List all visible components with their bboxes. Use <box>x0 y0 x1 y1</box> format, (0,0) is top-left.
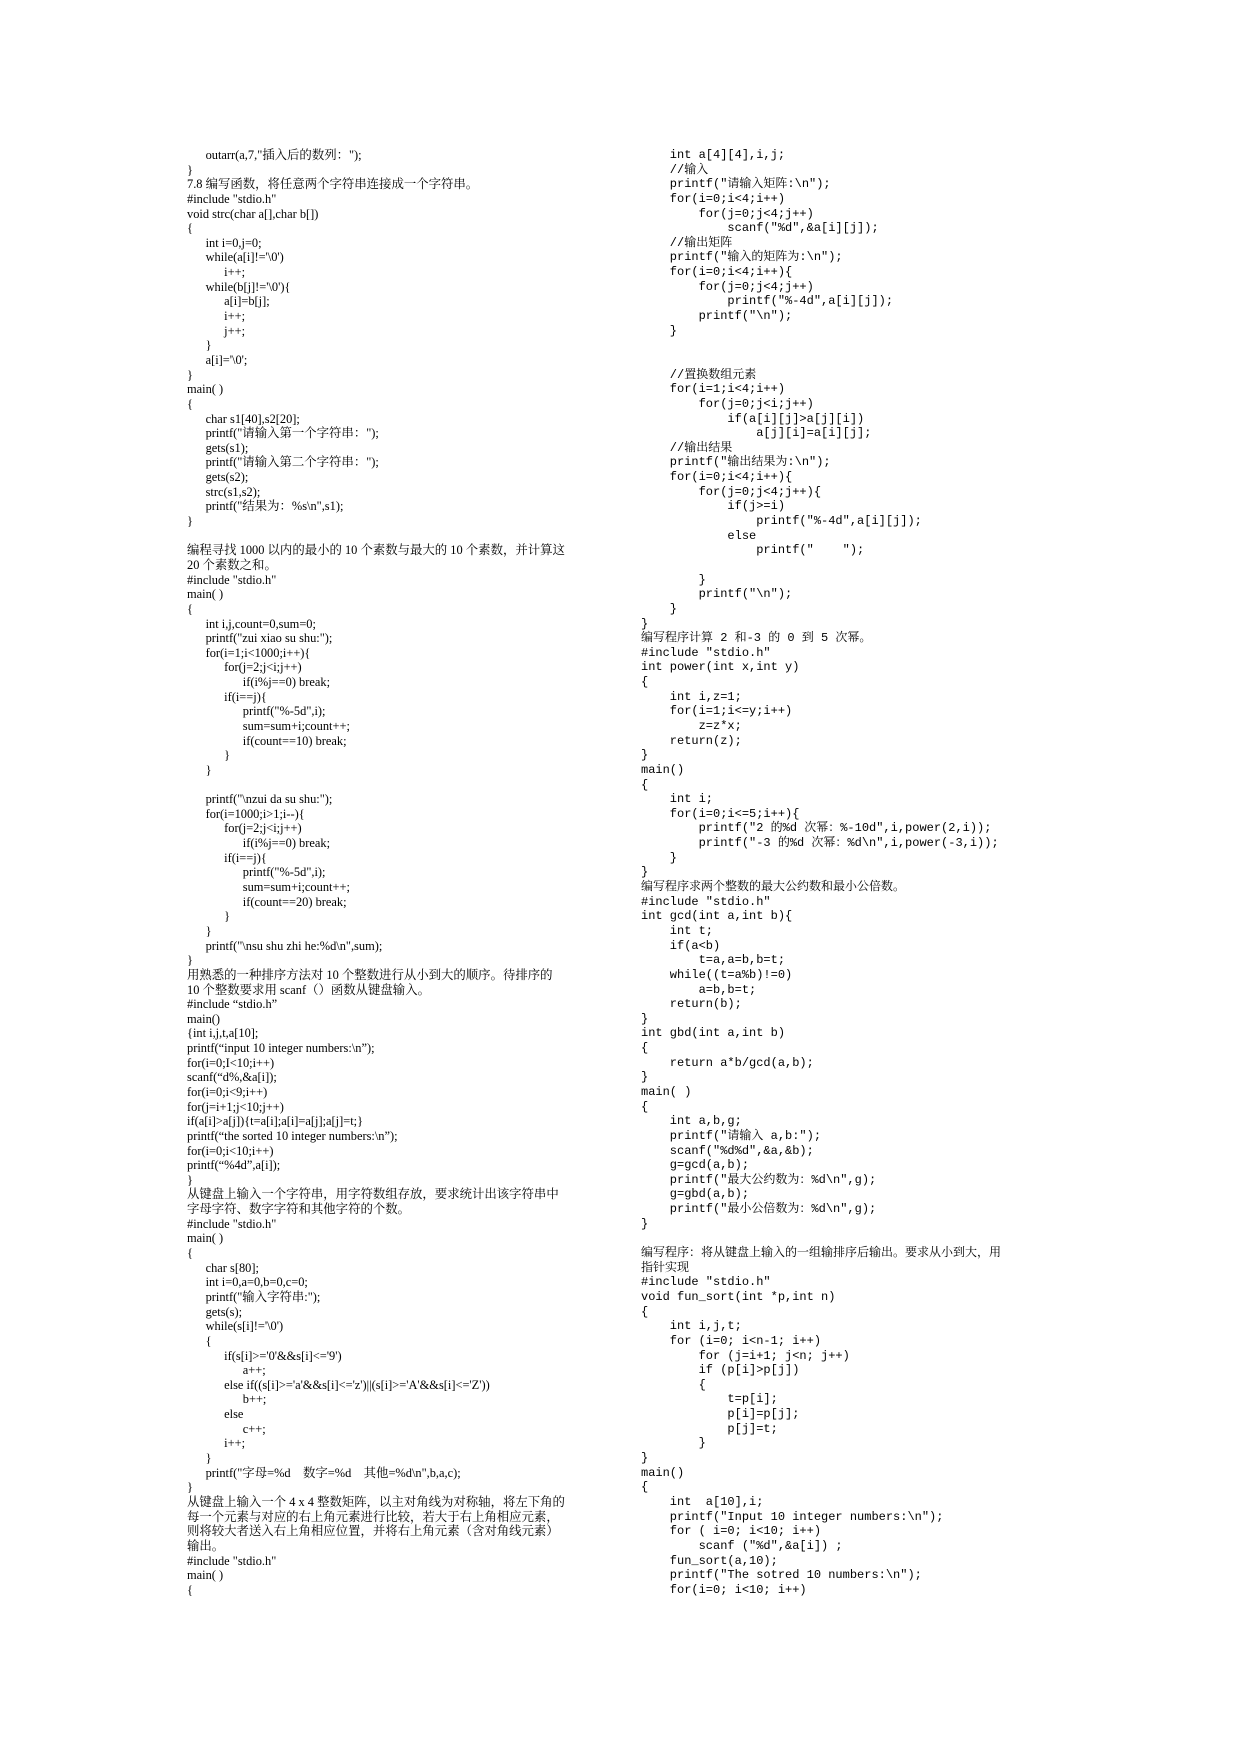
code-line <box>187 529 607 544</box>
code-line: if(count==20) break; <box>187 894 347 909</box>
code-line: printf("最大公约数为：%d\n",g); <box>641 1172 877 1187</box>
code-line: if(i%j==0) break; <box>187 675 331 690</box>
code-line: for(i=0;i<9;i++) <box>187 1085 268 1099</box>
code-line: #include "stdio.h" <box>187 191 277 206</box>
code-line: } <box>641 850 678 865</box>
code-line: } <box>187 748 231 763</box>
code-line: else <box>641 528 757 543</box>
code-line: } <box>187 909 231 924</box>
code-line: #include "stdio.h" <box>187 1216 277 1231</box>
code-line: main( ) <box>641 1085 692 1099</box>
code-line: a[j][i]=a[i][j]; <box>641 426 872 441</box>
code-line <box>641 1231 1081 1246</box>
code-line: printf("输入字符串:"); <box>187 1289 321 1304</box>
code-line: 20 个素数之和。 <box>187 557 277 572</box>
code-line: } <box>187 367 193 382</box>
code-line: if(a[i]>a[j]){t=a[i];a[i]=a[j];a[j]=t;} <box>187 1114 364 1129</box>
code-line: 字母字符、数字字符和其他字符的个数。 <box>187 1202 411 1217</box>
code-line: 编写程序计算 2 和-3 的 0 到 5 次幂。 <box>641 631 872 646</box>
code-line: if(count==10) break; <box>187 733 347 748</box>
code-line: i++; <box>187 1436 246 1451</box>
code-line: for ( i=0; i<10; i++) <box>641 1524 822 1539</box>
code-line: gets(s); <box>187 1304 243 1319</box>
code-line: int t; <box>641 923 714 938</box>
code-line: int i=0,a=0,b=0,c=0; <box>187 1275 308 1290</box>
code-line: if(i==j){ <box>187 850 267 865</box>
code-line: t=p[i]; <box>641 1392 778 1407</box>
code-line: main() <box>641 1465 685 1480</box>
code-line: c++; <box>187 1421 266 1436</box>
code-line: printf(“input 10 integer numbers:\n”); <box>187 1041 375 1056</box>
code-line: z=z*x; <box>641 718 742 733</box>
code-line: { <box>187 1246 193 1261</box>
code-line: int i,z=1; <box>641 689 742 704</box>
code-line: //输入 <box>641 162 709 177</box>
code-line: else <box>187 1407 244 1422</box>
code-line: printf("%-4d",a[i][j]); <box>641 514 922 529</box>
code-line: scanf("%d%d",&a,&b); <box>641 1143 814 1158</box>
code-line: printf("输入的矩阵为:\n"); <box>641 250 843 265</box>
code-line: int i; <box>641 792 714 807</box>
code-line: 7.8 编写函数，将任意两个字符串连接成一个字符串。 <box>187 177 479 192</box>
code-line <box>187 778 607 793</box>
code-line: { <box>641 675 649 690</box>
code-line: while((t=a%b)!=0) <box>641 967 793 982</box>
code-line: #include “stdio.h” <box>187 997 278 1012</box>
code-line: 从键盘上输入一个字符串，用字符数组存放，要求统计出该字符串中 <box>187 1187 559 1202</box>
code-line: 输出。 <box>187 1538 225 1553</box>
code-line: void strc(char a[],char b[]) <box>187 206 319 221</box>
code-line: printf("\n"); <box>641 587 793 602</box>
code-line: char s[80]; <box>187 1260 259 1275</box>
code-line: 指针实现 <box>641 1260 690 1275</box>
code-line: 每一个元素与对应的右上角元素进行比较，若大于右上角相应元素， <box>187 1509 559 1524</box>
code-line: printf("\n"); <box>641 309 793 324</box>
code-line: int a[10],i; <box>641 1494 764 1509</box>
code-line <box>641 558 1081 573</box>
code-line: gets(s2); <box>187 470 249 485</box>
code-line: return(z); <box>641 733 742 748</box>
code-line: 10 个整数要求用 scanf（）函数从键盘输入。 <box>187 982 430 997</box>
code-line: #include "stdio.h" <box>641 1275 771 1290</box>
code-line: } <box>187 762 212 777</box>
code-line: scanf("%d",&a[i][j]); <box>641 221 879 236</box>
code-line: for(i=1;i<=y;i++) <box>641 704 793 719</box>
code-line: b++; <box>187 1392 267 1407</box>
code-line: for(i=0;i<10;i++) <box>187 1143 274 1158</box>
code-line: } <box>641 572 706 587</box>
code-line: main( ) <box>187 1568 224 1583</box>
code-line: } <box>187 338 212 353</box>
code-line: while(s[i]!='\0') <box>187 1319 284 1334</box>
code-line: 则将较大者送入右上角相应位置，并将右上角元素（含对角线元素） <box>187 1524 559 1539</box>
code-line: //输出结果 <box>641 440 733 455</box>
code-line: scanf(“d%,&a[i]); <box>187 1070 277 1085</box>
code-line: for (j=i+1; j<n; j++) <box>641 1348 850 1363</box>
code-line: int gcd(int a,int b){ <box>641 909 793 924</box>
code-line: sum=sum+i;count++; <box>187 718 350 733</box>
code-line: for(i=0;i<4;i++){ <box>641 265 793 280</box>
code-line: int power(int x,int y) <box>641 660 800 675</box>
code-line: for(j=i+1;j<10;j++) <box>187 1099 284 1114</box>
code-line: main( ) <box>187 1231 224 1246</box>
code-line: } <box>641 616 649 631</box>
code-line: p[i]=p[j]; <box>641 1407 800 1422</box>
code-line: printf("结果为：%s\n",s1); <box>187 499 344 514</box>
code-line: char s1[40],s2[20]; <box>187 411 300 426</box>
code-line: #include "stdio.h" <box>641 645 771 660</box>
code-line: printf("The sotred 10 numbers:\n"); <box>641 1568 922 1583</box>
code-line: } <box>641 601 678 616</box>
code-line: a[i]='\0'; <box>187 352 248 367</box>
code-line: i++; <box>187 309 246 324</box>
code-line: 从键盘上输入一个 4 x 4 整数矩阵，以主对角线为对称轴，将左下角的 <box>187 1494 565 1509</box>
code-line: { <box>187 601 193 616</box>
code-line: main( ) <box>187 587 224 602</box>
code-line: a=b,b=t; <box>641 982 757 997</box>
code-line: {int i,j,t,a[10]; <box>187 1026 259 1041</box>
code-line: 编写程序求两个整数的最大公约数和最小公倍数。 <box>641 880 906 895</box>
code-line: sum=sum+i;count++; <box>187 880 350 895</box>
code-line: j++; <box>187 323 246 338</box>
code-line: main() <box>187 1011 221 1026</box>
code-line: printf("最小公倍数为：%d\n",g); <box>641 1202 877 1217</box>
code-line: if (p[i]>p[j]) <box>641 1363 800 1378</box>
code-line: printf("%-5d",i); <box>187 704 326 719</box>
code-line <box>641 338 1081 353</box>
code-line: printf("请输入第二个字符串："); <box>187 455 379 470</box>
code-line: { <box>641 777 649 792</box>
code-line: int i,j,t; <box>641 1319 742 1334</box>
code-line: p[j]=t; <box>641 1421 778 1436</box>
code-line: a[i]=b[j]; <box>187 294 270 309</box>
code-line: outarr(a,7,"插入后的数列："); <box>187 148 362 162</box>
code-line: int a,b,g; <box>641 1114 742 1129</box>
code-line: for(i=0;I<10;i++) <box>187 1055 275 1070</box>
code-line: for(i=1;i<1000;i++){ <box>187 645 311 660</box>
left-code-column <box>187 148 607 1597</box>
code-line: gets(s1); <box>187 440 249 455</box>
code-line: { <box>641 1480 649 1495</box>
code-line: //置换数组元素 <box>641 367 757 382</box>
code-line: int i=0,j=0; <box>187 235 262 250</box>
code-line: 用熟悉的一种排序方法对 10 个整数进行从小到大的顺序。待排序的 <box>187 967 553 982</box>
code-line: int i,j,count=0,sum=0; <box>187 616 316 631</box>
code-line: printf("请输入 a,b:"); <box>641 1128 822 1143</box>
code-line: } <box>641 1436 706 1451</box>
code-line: } <box>187 1172 193 1187</box>
code-line: for(i=0; i<10; i++) <box>641 1582 807 1597</box>
code-line: if(s[i]>='0'&&s[i]<='9') <box>187 1348 342 1363</box>
code-line: printf("%-4d",a[i][j]); <box>641 294 894 309</box>
code-line: printf("-3 的%d 次幂：%d\n",i,power(-3,i)); <box>641 836 999 851</box>
code-line: } <box>641 323 678 338</box>
code-line: printf("2 的%d 次幂：%-10d",i,power(2,i)); <box>641 821 992 836</box>
code-line: } <box>187 953 193 968</box>
code-line: } <box>641 1011 649 1026</box>
code-line: for(i=0;i<4;i++){ <box>641 470 793 485</box>
code-line: } <box>187 162 193 177</box>
code-line: fun_sort(a,10); <box>641 1553 778 1568</box>
code-line: } <box>187 1480 193 1495</box>
code-line: printf(" "); <box>641 543 865 558</box>
code-line: return(b); <box>641 997 742 1012</box>
code-line: i++; <box>187 265 246 280</box>
code-line: int gbd(int a,int b) <box>641 1026 786 1041</box>
code-line: } <box>641 865 649 880</box>
code-line: for(i=1;i<4;i++) <box>641 382 786 397</box>
code-line: { <box>187 396 193 411</box>
code-line <box>641 353 1081 368</box>
code-line: for(i=0;i<4;i++) <box>641 191 786 206</box>
code-line: printf("输出结果为:\n"); <box>641 455 831 470</box>
code-line: for (i=0; i<n-1; i++) <box>641 1333 822 1348</box>
code-line: for(j=2;j<i;j++) <box>187 660 302 675</box>
code-line: printf("请输入矩阵:\n"); <box>641 177 831 192</box>
code-line: { <box>641 1377 706 1392</box>
code-line: for(j=0;j<4;j++) <box>641 279 814 294</box>
code-line: #include "stdio.h" <box>187 1553 277 1568</box>
code-line: } <box>187 1451 212 1466</box>
code-line: g=gcd(a,b); <box>641 1158 750 1173</box>
code-line: t=a,a=b,b=t; <box>641 953 786 968</box>
code-line: for(j=0;j<4;j++) <box>641 206 814 221</box>
code-line: 编写程序：将从键盘上输入的一组输排序后输出。要求从小到大，用 <box>641 1246 1002 1261</box>
code-line: main() <box>641 762 685 777</box>
code-line: printf("zui xiao su shu:"); <box>187 631 333 646</box>
code-line: for(i=0;i<=5;i++){ <box>641 806 800 821</box>
code-line: { <box>187 1333 212 1348</box>
code-line: a++; <box>187 1363 266 1378</box>
code-line: if(i%j==0) break; <box>187 836 331 851</box>
code-line: for(j=0;j<i;j++) <box>641 396 814 411</box>
code-line: } <box>641 1451 649 1466</box>
right-code-column <box>641 148 1081 1597</box>
code-line: while(b[j]!='\0'){ <box>187 279 291 294</box>
code-line: if(a[i][j]>a[j][i]) <box>641 411 865 426</box>
code-line: if(i==j){ <box>187 689 267 704</box>
code-line: { <box>641 1304 649 1319</box>
code-line: } <box>187 923 212 938</box>
code-line: } <box>641 748 649 763</box>
code-line: strc(s1,s2); <box>187 484 261 499</box>
code-line: printf(“%4d”,a[i]); <box>187 1158 281 1173</box>
code-line: printf(“the sorted 10 integer numbers:\n”); <box>187 1128 398 1143</box>
code-line: if(a<b) <box>641 938 721 953</box>
code-line: void fun_sort(int *p,int n) <box>641 1289 836 1304</box>
code-line: printf("\nsu shu zhi he:%d\n",sum); <box>187 938 383 953</box>
code-line: if(j>=i) <box>641 499 786 514</box>
code-line: { <box>187 221 193 236</box>
code-line: { <box>641 1099 649 1114</box>
code-line: while(a[i]!='\0') <box>187 250 284 265</box>
code-line: printf("字母=%d 数字=%d 其他=%d\n",b,a,c); <box>187 1465 461 1480</box>
code-line: } <box>641 1070 649 1085</box>
code-line: printf("%-5d",i); <box>187 865 326 880</box>
code-line: scanf ("%d",&a[i]) ; <box>641 1538 843 1553</box>
code-line: int a[4][4],i,j; <box>641 148 786 162</box>
code-line: //输出矩阵 <box>641 235 733 250</box>
code-line: for(j=2;j<i;j++) <box>187 821 302 836</box>
code-line: printf("Input 10 integer numbers:\n"); <box>641 1509 944 1524</box>
code-line: main( ) <box>187 382 224 397</box>
code-line: for(i=1000;i>1;i--){ <box>187 806 305 821</box>
code-line: { <box>641 1041 649 1056</box>
code-line: for(j=0;j<4;j++){ <box>641 484 822 499</box>
code-line: printf("请输入第一个字符串："); <box>187 426 379 441</box>
code-line: 编程寻找 1000 以内的最小的 10 个素数与最大的 10 个素数，并计算这 <box>187 543 565 558</box>
code-line: { <box>187 1582 193 1597</box>
code-line: else if((s[i]>='a'&&s[i]<='z')||(s[i]>='A'&&s[i]<='Z')) <box>187 1377 490 1392</box>
code-line: printf("\nzui da su shu:"); <box>187 792 333 807</box>
code-line: #include "stdio.h" <box>641 894 771 909</box>
code-line: g=gbd(a,b); <box>641 1187 750 1202</box>
code-line: } <box>187 514 193 529</box>
code-line: #include "stdio.h" <box>187 572 277 587</box>
code-line: } <box>641 1216 649 1231</box>
code-line: return a*b/gcd(a,b); <box>641 1055 814 1070</box>
